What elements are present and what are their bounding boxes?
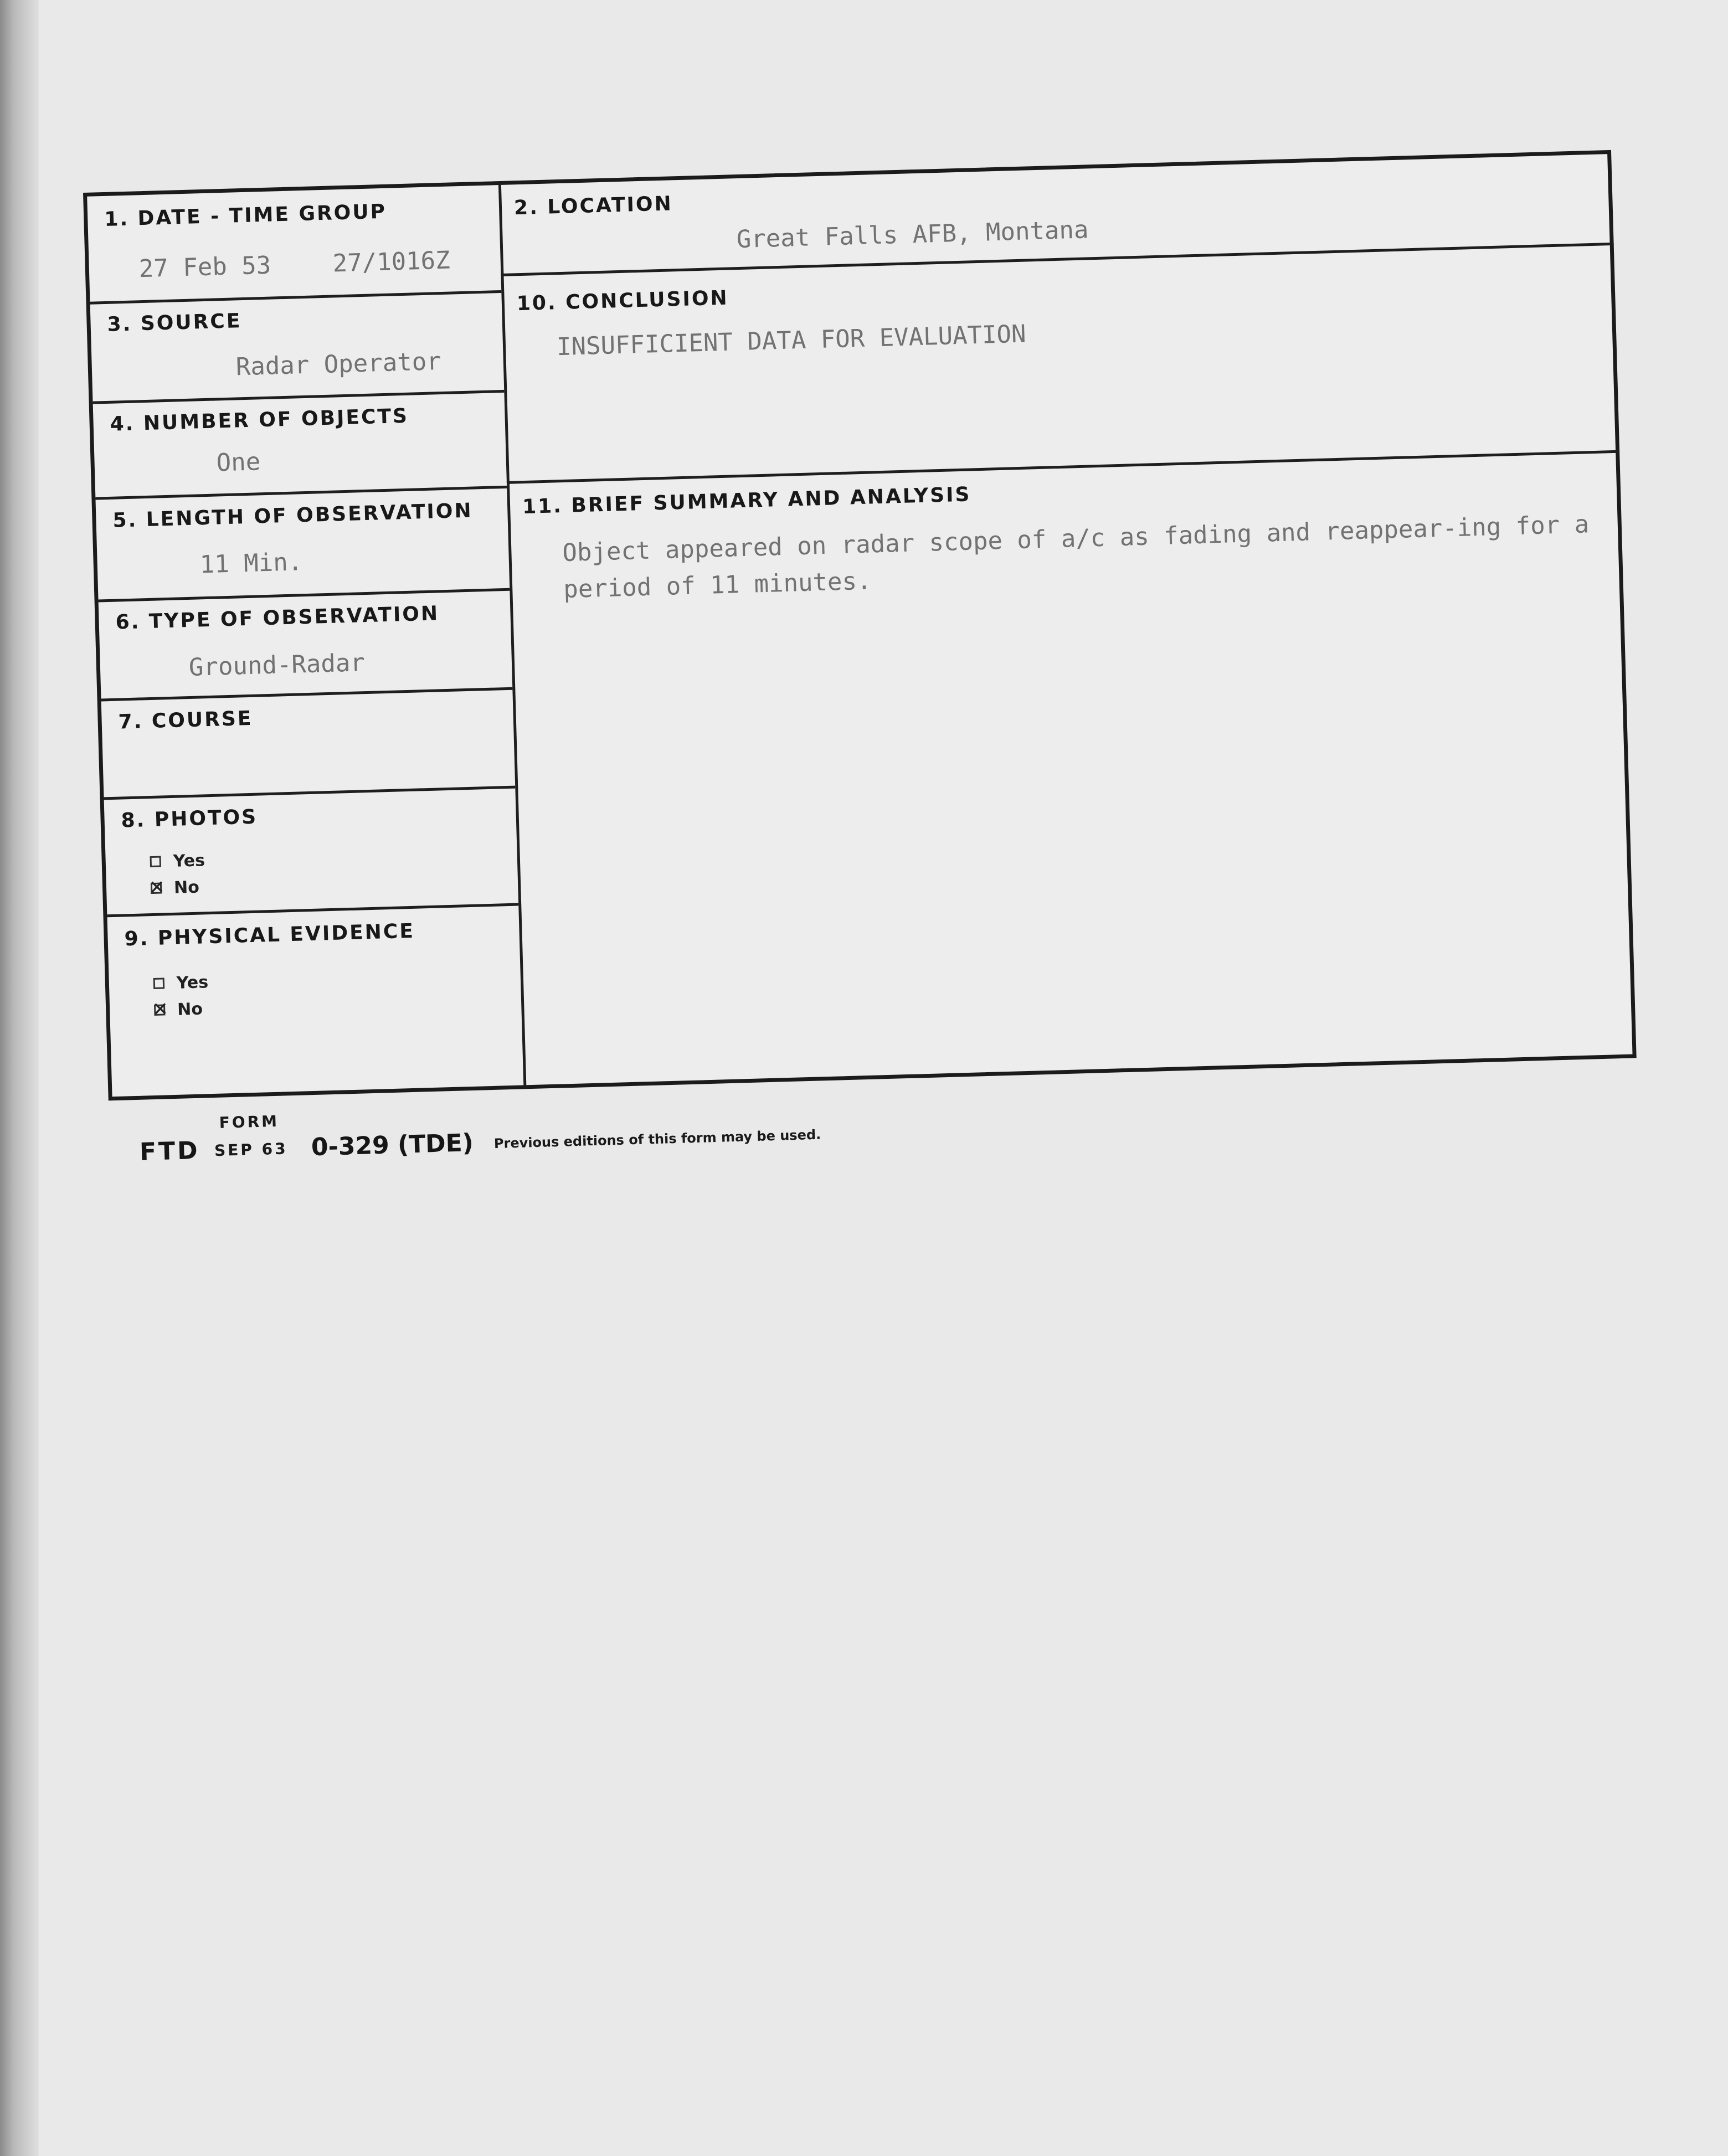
physical-evidence-no-label: No <box>177 999 203 1020</box>
photos-yes-checkbox[interactable] <box>150 856 161 868</box>
photos-no-checkbox[interactable] <box>151 883 162 894</box>
footer-form-word: FORM <box>219 1112 280 1132</box>
photos-yes-label: Yes <box>173 850 205 871</box>
form-footer <box>138 1085 1026 1182</box>
row-divider-7 <box>107 903 518 918</box>
footer-form-number: 0-329 (TDE) <box>311 1129 474 1162</box>
photos-options <box>150 847 206 902</box>
photos-yes-option[interactable] <box>150 847 205 875</box>
length-of-observation-value: 11 Min. <box>199 548 303 579</box>
location-value: Great Falls AFB, Montana <box>736 215 1089 254</box>
row-divider-5 <box>101 687 513 702</box>
summary-label: 11. BRIEF SUMMARY AND ANALYSIS <box>522 483 971 519</box>
summary-value: Object appeared on radar scope of a/c as fading and reappear-ing for a period of 11 minutes. <box>562 510 1590 604</box>
physical-evidence-label: 9. PHYSICAL EVIDENCE <box>124 919 415 951</box>
row-divider-4 <box>99 588 510 603</box>
date-time-label: 1. DATE - TIME GROUP <box>104 200 387 231</box>
column-divider <box>498 185 527 1089</box>
project-record-card <box>83 150 1637 1100</box>
footer-form-date: SEP 63 <box>214 1139 289 1160</box>
physical-evidence-options <box>153 969 209 1023</box>
source-label: 3. SOURCE <box>107 310 242 336</box>
date-value: 27 Feb 53 <box>138 251 271 284</box>
footer-previous-editions: Previous editions of this form may be used. <box>493 1126 821 1152</box>
type-of-observation-label: 6. TYPE OF OBSERVATION <box>115 602 440 634</box>
time-value: 27/1016Z <box>332 246 451 278</box>
row-divider-top-right <box>501 243 1613 276</box>
date-time-cell <box>104 200 387 231</box>
page-edge-shadow <box>0 0 39 2156</box>
number-of-objects-label: 4. NUMBER OF OBJECTS <box>110 404 409 436</box>
photos-no-option[interactable] <box>150 873 205 902</box>
footer-ftd: FTD <box>139 1136 200 1166</box>
physical-evidence-yes-option[interactable] <box>153 969 208 997</box>
physical-evidence-no-checkbox[interactable] <box>154 1004 166 1016</box>
row-divider-3 <box>95 486 507 500</box>
source-value: Radar Operator <box>235 347 442 382</box>
photos-label: 8. PHOTOS <box>121 805 258 832</box>
physical-evidence-no-option[interactable] <box>154 995 209 1023</box>
location-label: 2. LOCATION <box>513 192 673 220</box>
conclusion-value: INSUFFICIENT DATA FOR EVALUATION <box>556 320 1027 362</box>
row-divider-2 <box>93 390 505 404</box>
type-of-observation-value: Ground-Radar <box>188 649 366 682</box>
conclusion-label: 10. CONCLUSION <box>516 286 729 316</box>
bleed-through-text <box>664 1218 680 1247</box>
physical-evidence-yes-checkbox[interactable] <box>153 977 165 989</box>
length-of-observation-label: 5. LENGTH OF OBSERVATION <box>112 499 474 532</box>
row-divider-6 <box>104 786 515 800</box>
row-divider-conclusion <box>507 450 1619 484</box>
physical-evidence-yes-label: Yes <box>176 972 209 993</box>
number-of-objects-value: One <box>216 447 261 477</box>
course-label: 7. COURSE <box>118 707 253 734</box>
photos-no-label: No <box>173 877 200 898</box>
row-divider-1 <box>90 290 501 305</box>
